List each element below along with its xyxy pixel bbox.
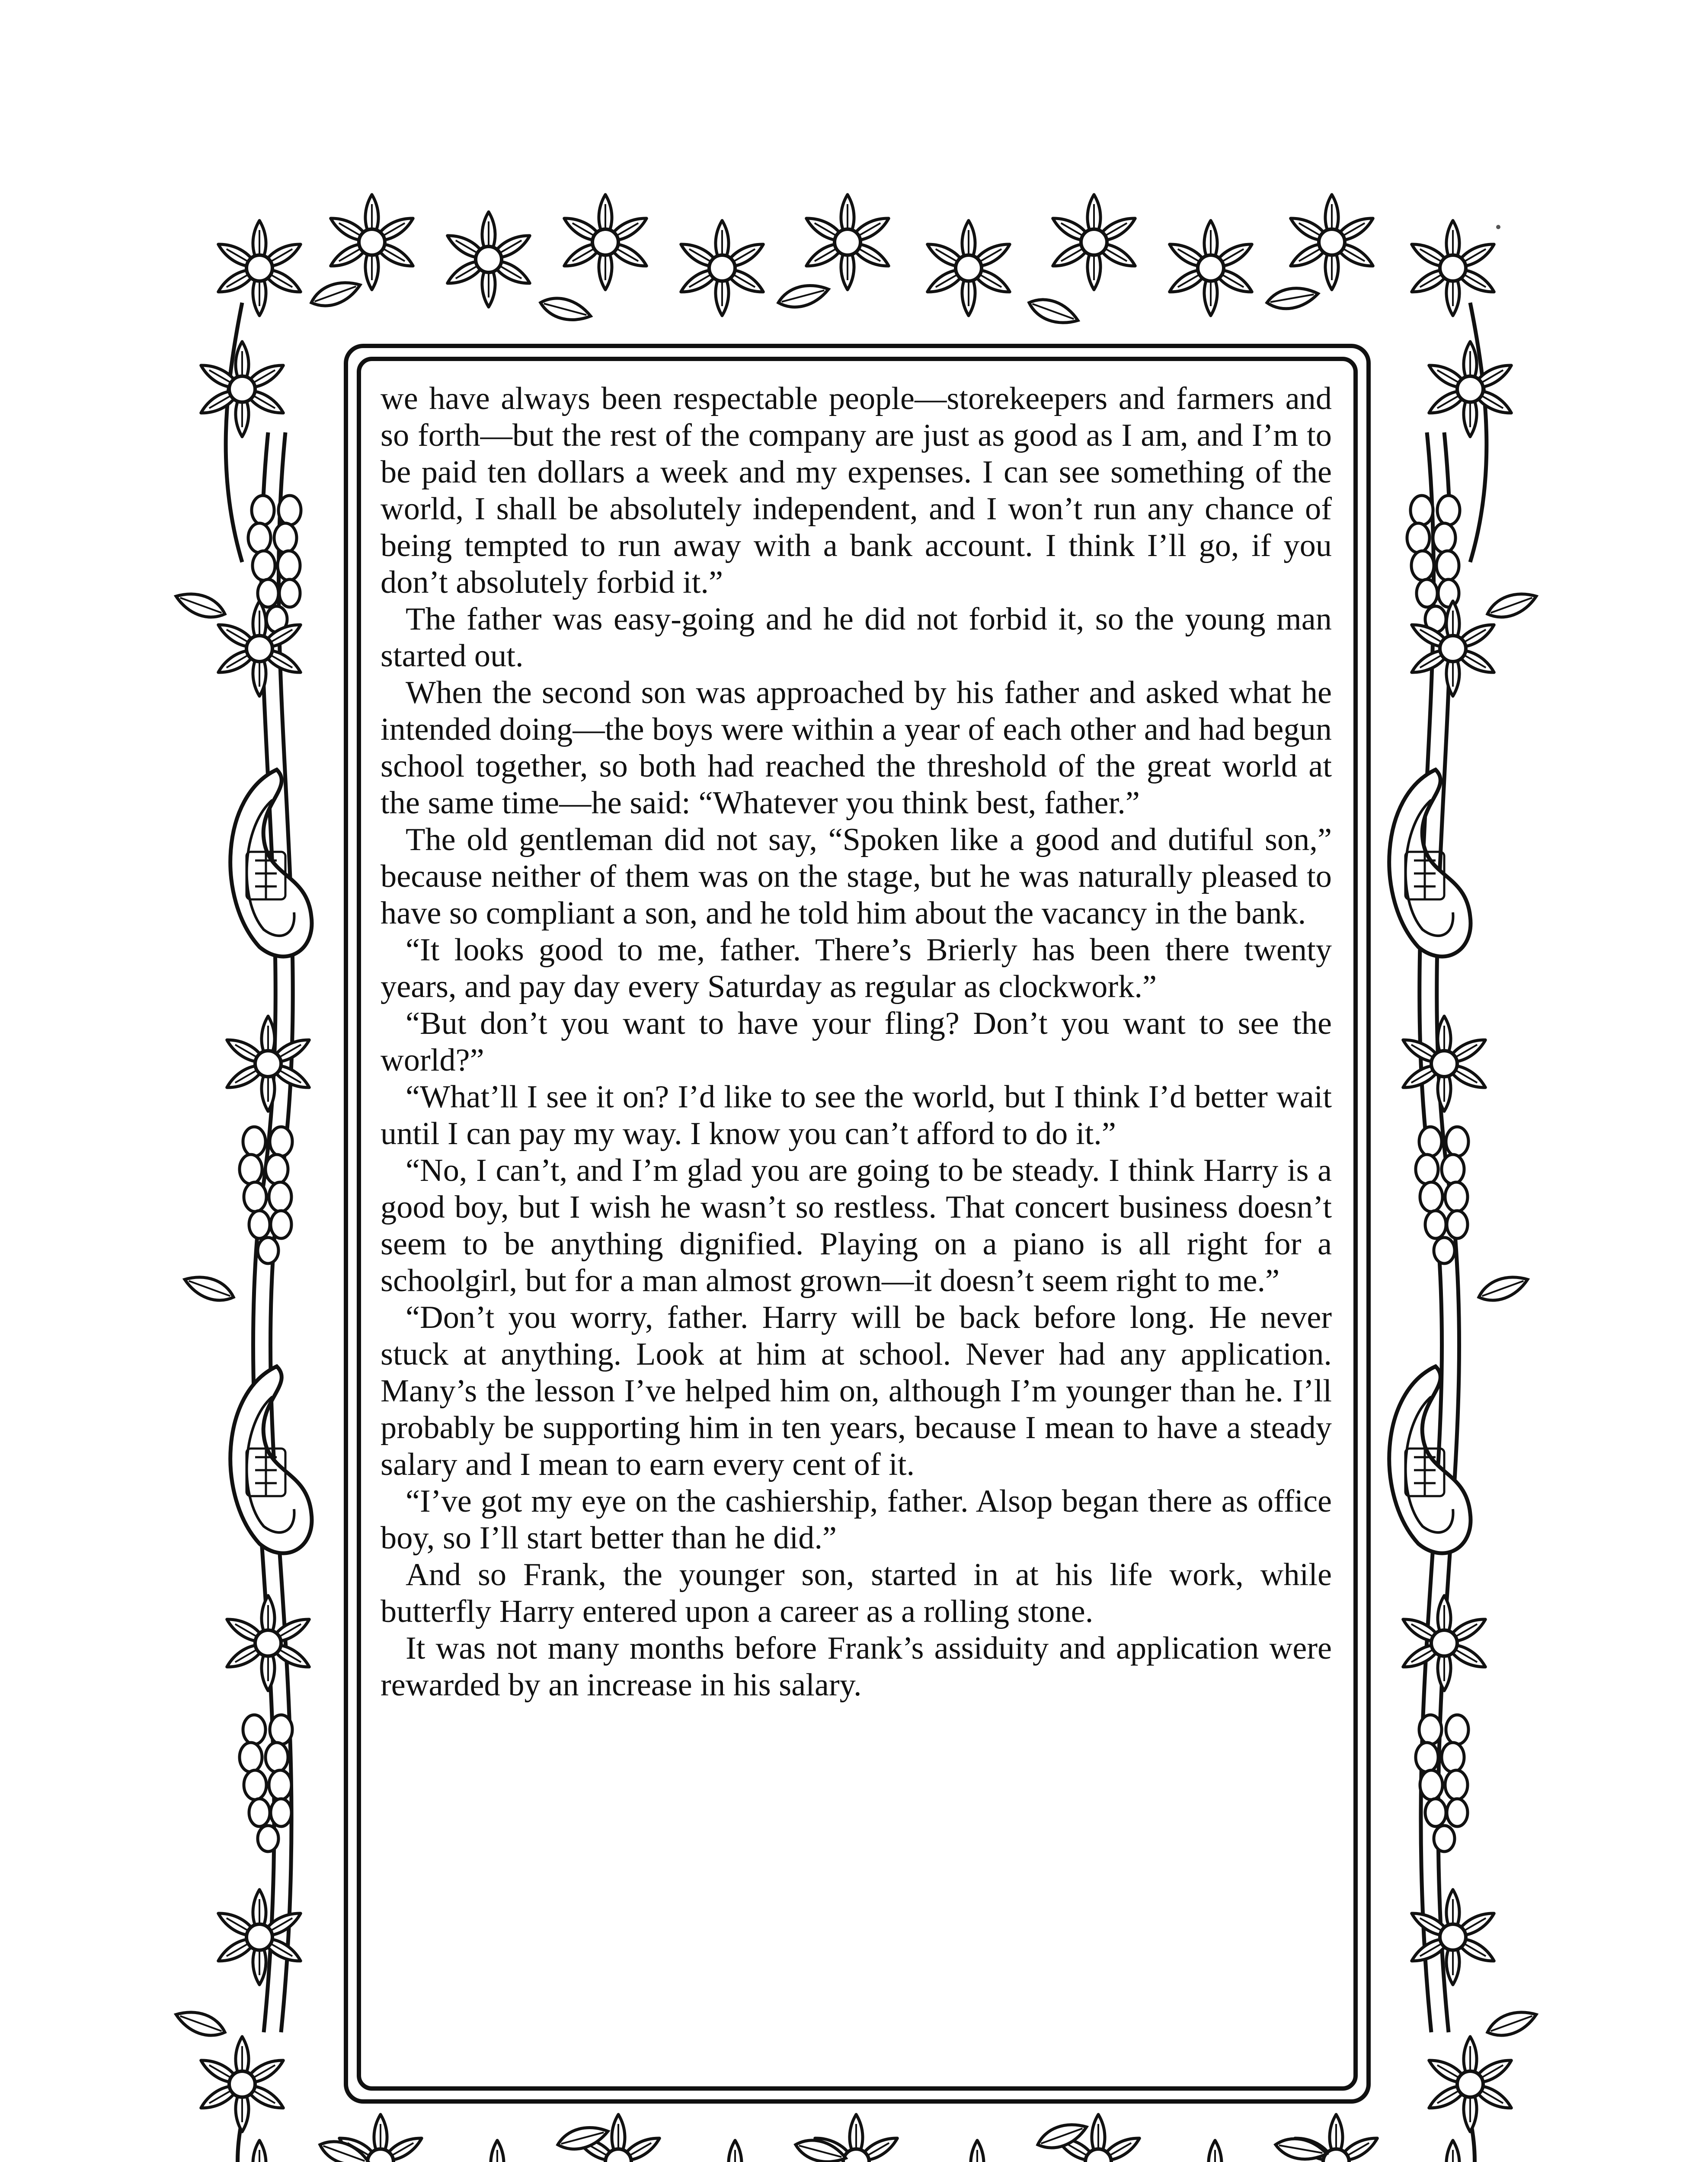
paragraph-2: The father was easy-going and he did not forbid it, so the young man started out. [381,601,1332,674]
ink-speck [1496,225,1500,229]
paragraph-12: It was not many months before Frank’s assiduity and application were rewarded by an increase in his salary. [381,1631,1332,1703]
paragraph-10: “I’ve got my eye on the cashiership, father. Alsop began there as office boy, so I’ll start better than he did.” [381,1484,1332,1556]
paragraph-4: The old gentleman did not say, “Spoken like a good and dutiful son,” because neither of them was on the stage, but he was naturally pleased to have so compliant a son, and he told him about the vacancy in the bank. [381,822,1332,931]
paragraph-3: When the second son was approached by his father and asked what he intended doing—the boys were within a year of each other and had begun school together, so both had reached the threshold of the great world at the same time—he said: “Whatever you think best, father.” [381,675,1332,821]
paragraph-8: “No, I can’t, and I’m glad you are going to be steady. I think Harry is a good boy, but I wish he wasn’t so restless. That concert business doesn’t seem to be anything dignified. Playing on a piano is all right for a schoolgirl, but for a man almost grown—it doesn’t seem right to me.” [381,1153,1332,1298]
paragraph-5: “It looks good to me, father. There’s Brierly has been there twenty years, and pay day every Saturday as regular as clockwork.” [381,932,1332,1004]
paragraph-7: “What’ll I see it on? I’d like to see the world, but I think I’d better wait until I can pay my way. I know you can’t afford to do it.” [381,1079,1332,1151]
body-text [381,381,1332,2093]
paragraph-6: “But don’t you want to have your fling? Don’t you want to see the world?” [381,1006,1332,1078]
paragraph-11: And so Frank, the younger son, started in at his life work, while butterfly Harry entered upon a career as a rolling stone. [381,1557,1332,1629]
paragraph-9: “Don’t you worry, father. Harry will be back before long. He never stuck at anything. Look at him at school. Never had any application. Many’s the lesson I’ve helped him on, although I’m younger than he. I’ll probably be supporting him in ten years, because I mean to have a steady salary and I mean to earn every cent of it. [381,1300,1332,1482]
paragraph-1: we have always been respectable people—storekeepers and farmers and so forth—but the rest of the company are just as good as I am, and I’m to be paid ten dollars a week and my expenses. I can see something of the world, I shall be absolutely independent, and I won’t run any chance of being tempted to run away with a bank account. I think I’ll go, if you don’t absolutely forbid it.” [381,381,1332,600]
